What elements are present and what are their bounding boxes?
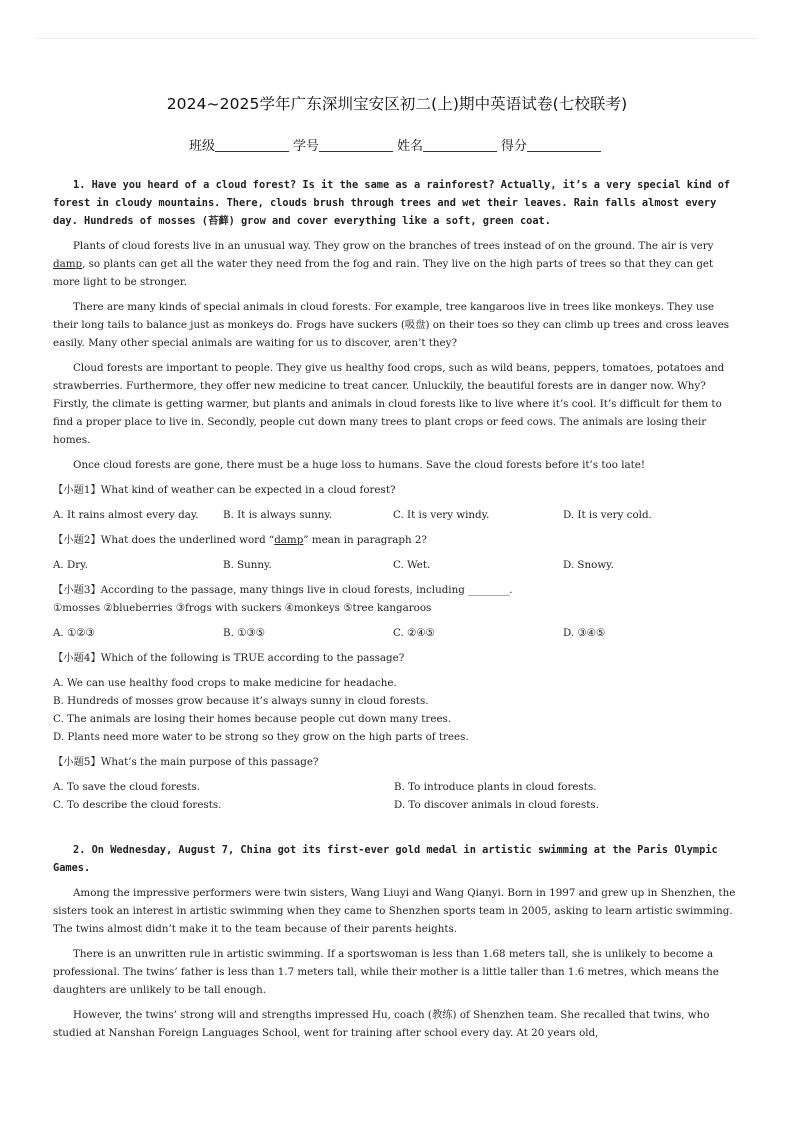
option-c[interactable]: C. Wet. <box>393 559 431 571</box>
question-1-stem: 【小题1】What kind of weather can be expected in a cloud forest? <box>53 484 396 496</box>
option-c[interactable]: C. ②④⑤ <box>393 627 435 639</box>
option-d[interactable]: D. Snowy. <box>563 559 614 571</box>
text-span: 【小题2】What does the underlined word “ <box>53 534 275 546</box>
underlined-word: damp <box>274 534 304 546</box>
question-2-options <box>53 556 741 574</box>
option-b[interactable]: B. Sunny. <box>223 559 272 571</box>
underlined-word: damp <box>53 258 83 270</box>
passage1-paragraph-3: There are many kinds of special animals in cloud forests. For example, tree kangaroos live in trees like monkeys. They use their long tails to balance just as monkeys do. Frogs have suckers (吸盘) on their toes so they can climb up trees and cross leaves easily. Many other special animals are waiting for us to discover, aren’t they? <box>53 301 730 349</box>
question-3-options <box>53 624 741 642</box>
section-gap <box>53 821 741 841</box>
option-b[interactable]: B. Hundreds of mosses grow because it’s always sunny in cloud forests. <box>53 695 429 707</box>
question-2-stem <box>53 531 741 549</box>
number-blank[interactable] <box>319 139 393 152</box>
option-a[interactable]: A. It rains almost every day. <box>53 509 199 521</box>
text-span: , so plants can get all the water they need from the fog and rain. They live on the high parts of trees so that they can get more light to be stronger. <box>53 258 714 288</box>
passage1-paragraph-4: Cloud forests are important to people. They give us healthy food crops, such as wild beans, peppers, tomatoes, potatoes and strawberries. Furthermore, they offer new medicine to treat cancer. Unluckily, the beautiful forests are in danger now. Why? Firstly, the climate is getting warmer, but plants and animals in cloud forests like to live where it’s cool. It’s difficult for them to find a proper place to live in. Secondly, people cut down many trees to plant crops or feed cows. The animals are losing their homes. <box>53 362 725 446</box>
exam-content <box>53 176 741 1049</box>
question-4-stem: 【小题4】Which of the following is TRUE according to the passage? <box>53 652 405 664</box>
option-a[interactable]: A. We can use healthy food crops to make medicine for headache. <box>53 677 397 689</box>
passage2-intro: 2. On Wednesday, August 7, China got its first-ever gold medal in artistic swimming at the Paris Olympic Games. <box>53 844 718 874</box>
class-label: 班级 <box>188 139 215 154</box>
student-info-line <box>0 135 794 154</box>
passage1-paragraph-2 <box>53 237 741 291</box>
passage2-paragraph-4: However, the twins’ strong will and strengths impressed Hu, coach (教练) of Shenzhen team. She recalled that twins, who studied at Nanshan Foreign Languages School, went for training after school every day. At 20 years old, <box>53 1009 710 1039</box>
option-c[interactable]: C. It is very windy. <box>393 509 490 521</box>
question-3-items: ①mosses ②blueberries ③frogs with suckers ④monkeys ⑤tree kangaroos <box>53 602 432 614</box>
question-4-options <box>53 674 741 746</box>
class-blank[interactable] <box>215 139 289 152</box>
passage2-paragraph-2: Among the impressive performers were twin sisters, Wang Liuyi and Wang Qianyi. Born in 1997 and grew up in Shenzhen, the sisters took an interest in artistic swimming when they came to Shenzhen sports team in 2005, asking to learn artistic swimming. The twins almost didn’t make it to the team because of their parents heights. <box>53 887 736 935</box>
option-a[interactable]: A. To save the cloud forests. <box>53 781 201 793</box>
text-span: ” mean in paragraph 2? <box>303 534 427 546</box>
number-label: 学号 <box>292 139 319 154</box>
option-d[interactable]: D. To discover animals in cloud forests. <box>394 799 599 811</box>
name-label: 姓名 <box>397 139 424 154</box>
option-b[interactable]: B. It is always sunny. <box>223 509 333 521</box>
option-c[interactable]: C. The animals are losing their homes because people cut down many trees. <box>53 713 452 725</box>
passage1-paragraph-5: Once cloud forests are gone, there must be a huge loss to humans. Save the cloud forests before it’s too late! <box>73 459 645 471</box>
question-5-options <box>53 778 741 814</box>
option-b[interactable]: B. To introduce plants in cloud forests. <box>394 781 597 793</box>
option-d[interactable]: D. Plants need more water to be strong so they grow on the high parts of trees. <box>53 731 469 743</box>
option-d[interactable]: D. ③④⑤ <box>563 627 606 639</box>
question-3-stem: 【小题3】According to the passage, many things live in cloud forests, including ________. <box>53 584 513 596</box>
option-d[interactable]: D. It is very cold. <box>563 509 652 521</box>
page-title: 2024~2025学年广东深圳宝安区初二(上)期中英语试卷(七校联考) <box>166 95 628 113</box>
score-blank[interactable] <box>527 139 601 152</box>
score-label: 得分 <box>501 139 528 154</box>
option-a[interactable]: A. ①②③ <box>53 627 95 639</box>
question-1-options <box>53 506 741 524</box>
top-divider <box>36 38 758 39</box>
option-b[interactable]: B. ①③⑤ <box>223 627 265 639</box>
text-span: Plants of cloud forests live in an unusual way. They grow on the branches of trees instead of on the ground. The air is very <box>73 240 714 252</box>
question-5-stem: 【小题5】What’s the main purpose of this passage? <box>53 756 319 768</box>
passage2-paragraph-3: There is an unwritten rule in artistic swimming. If a sportswoman is less than 1.68 meters tall, she is unlikely to become a professional. The twins’ father is less than 1.7 meters tall, while their mother is a little taller than 1.6 metres, which means the daughters are unlikely to be tall enough. <box>53 948 719 996</box>
option-c[interactable]: C. To describe the cloud forests. <box>53 799 222 811</box>
option-a[interactable]: A. Dry. <box>53 559 88 571</box>
name-blank[interactable] <box>423 139 497 152</box>
passage1-intro: 1. Have you heard of a cloud forest? Is it the same as a rainforest? Actually, it’s a very special kind of forest in cloudy mountains. There, clouds brush through trees and wet their leaves. Rain falls almost every day. Hundreds of mosses (苔藓) grow and cover everything like a soft, green coat. <box>53 179 731 227</box>
